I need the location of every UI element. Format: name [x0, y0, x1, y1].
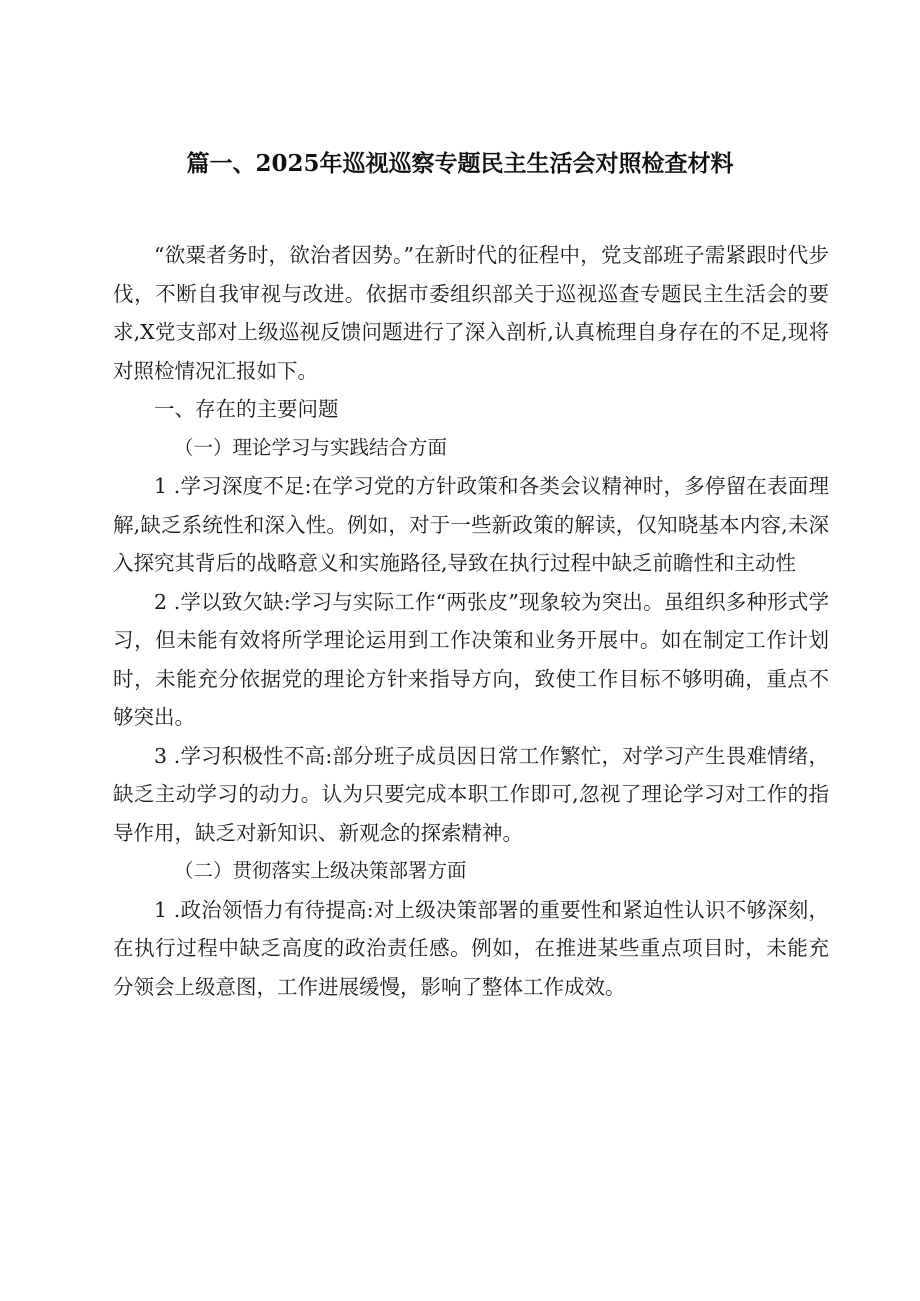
document-title: 篇一、2025年巡视巡察专题民主生活会对照检查材料: [186, 150, 734, 177]
problem-item: 1 .政治领悟力有待提高:对上级决策部署的重要性和紧迫性认识不够深刻，在执行过程中缺乏高度的政治责任感。例如，在推进某些重点项目时，未能充分领会上级意图，工作进展缓慢，影响了整体工作成效。: [113, 897, 829, 999]
problem-item: 2 .学以致欠缺:学习与实际工作“两张皮”现象较为突出。虽组织多种形式学习，但未能有效将所学理论运用到工作决策和业务开展中。如在制定工作计划时，未能充分依据党的理论方针来指导方向，致使工作目标不够明确，重点不够突出。: [113, 589, 829, 729]
problem-item: 3 .学习积极性不高:部分班子成员因日常工作繁忙，对学习产生畏难情绪，缺乏主动学习的动力。认为只要完成本职工作即可,忽视了理论学习对工作的指导作用，缺乏对新知识、新观念的探索精神。: [113, 743, 829, 845]
subsection-heading-theory-practice: （一）理论学习与实践结合方面: [174, 435, 448, 459]
intro-paragraph: “欲粟者务时，欲治者因势。”在新时代的征程中，党支部班子需紧跟时代步伐，不断自我审视与改进。依据市委组织部关于巡视巡查专题民主生活会的要求,X党支部对上级巡视反馈问题进行了深入剖析,认真梳理自身存在的不足,现将对照检情况汇报如下。: [113, 243, 829, 383]
subsection-heading-implementation: （二）贯彻落实上级决策部署方面: [174, 859, 467, 882]
document-body: [113, 236, 829, 1006]
problem-item: 1 .学习深度不足:在学习党的方针政策和各类会议精神时，多停留在表面理解,缺乏系统性和深入性。例如，对于一些新政策的解读，仅知晓基本内容,未深入探究其背后的战略意义和实施路径,导致在执行过程中缺乏前瞻性和主动性: [113, 474, 829, 575]
section-heading-main-problems: 一、存在的主要问题: [154, 397, 339, 421]
